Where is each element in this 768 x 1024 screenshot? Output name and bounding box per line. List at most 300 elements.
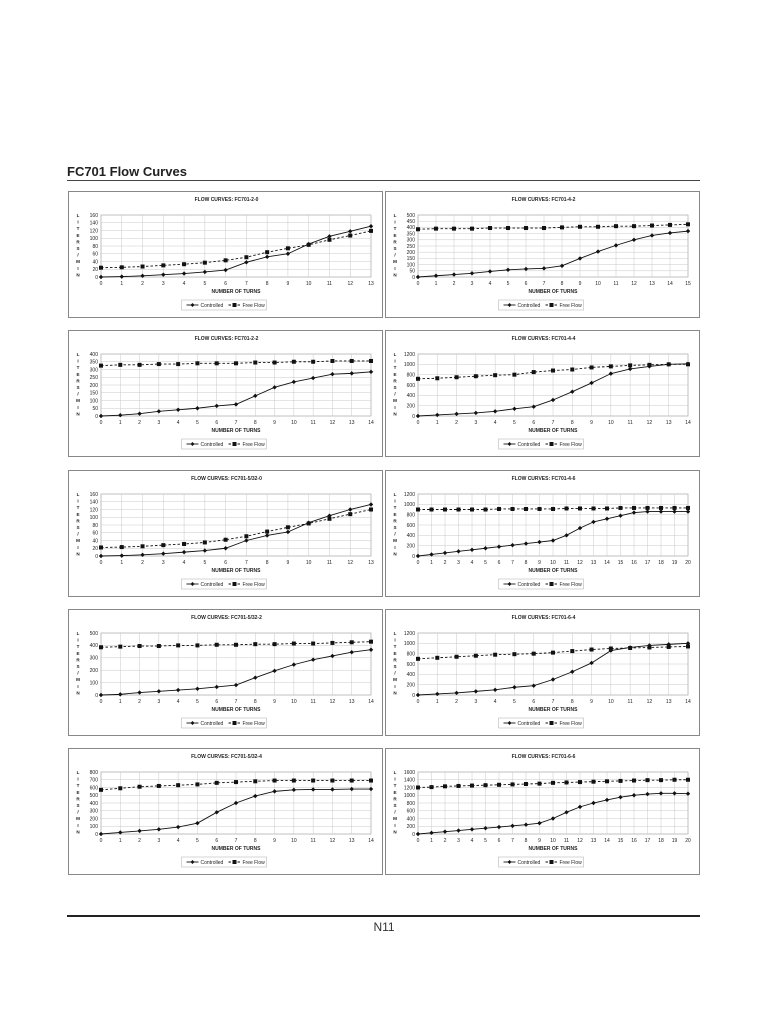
- x-tick-label: 0: [416, 420, 420, 426]
- y-tick-label: 600: [406, 661, 415, 668]
- x-tick-label: 7: [542, 281, 546, 287]
- y-tick-label: 300: [89, 367, 98, 374]
- y-axis-label-letter: N: [76, 551, 80, 557]
- data-point-free-flow: [157, 784, 161, 788]
- x-tick-label: 11: [310, 420, 316, 426]
- data-point-free-flow: [416, 786, 420, 790]
- y-axis-label-letter: L: [393, 213, 397, 218]
- data-point-free-flow: [141, 544, 145, 548]
- x-tick-label: 5: [513, 420, 516, 426]
- y-tick-label: 0: [95, 413, 98, 420]
- chart-title: FLOW CURVES: FC701-6-4: [511, 615, 576, 621]
- x-tick-label: 4: [493, 420, 497, 426]
- x-tick-label: 11: [326, 281, 333, 287]
- x-tick-label: 3: [161, 560, 165, 566]
- x-tick-label: 0: [416, 560, 420, 566]
- x-tick-label: 13: [665, 699, 672, 705]
- y-axis-label-letter: M: [76, 259, 80, 265]
- y-tick-label: 40: [92, 259, 98, 266]
- data-point-free-flow: [157, 644, 161, 648]
- x-tick-label: 11: [563, 560, 570, 566]
- data-point-free-flow: [369, 229, 373, 233]
- x-tick-label: 6: [224, 560, 228, 566]
- data-point-free-flow: [435, 656, 439, 660]
- data-point-free-flow: [157, 362, 161, 366]
- data-point-free-flow: [273, 361, 277, 365]
- x-tick-label: 1: [430, 838, 433, 844]
- legend-label-free-flow: Free Flow: [242, 441, 265, 448]
- data-point-free-flow: [524, 507, 528, 511]
- data-point-free-flow: [161, 543, 165, 547]
- y-axis-label-letter: /: [77, 531, 79, 537]
- x-tick-label: 8: [524, 838, 528, 844]
- x-tick-label: 12: [646, 699, 653, 705]
- data-point-free-flow: [138, 644, 142, 648]
- data-point-free-flow: [470, 227, 474, 231]
- data-point-free-flow: [590, 365, 594, 369]
- y-axis-label-letter: R: [393, 796, 397, 802]
- y-tick-label: 100: [89, 680, 98, 687]
- y-tick-label: 400: [89, 643, 98, 650]
- x-tick-label: 8: [265, 560, 269, 566]
- y-axis-label-letter: /: [77, 391, 79, 397]
- data-point-free-flow: [350, 779, 354, 783]
- y-tick-label: 400: [89, 800, 98, 807]
- data-point-free-flow: [686, 644, 690, 648]
- x-tick-label: 14: [368, 420, 374, 426]
- legend-label-controlled: Controlled: [200, 720, 224, 727]
- legend-marker-free-flow: [550, 442, 554, 446]
- x-tick-label: 2: [443, 560, 447, 566]
- x-tick-label: 4: [182, 281, 186, 287]
- x-tick-label: 11: [627, 699, 633, 705]
- y-tick-label: 1000: [403, 362, 415, 369]
- chart-svg: [69, 610, 384, 737]
- legend-label-controlled: Controlled: [200, 441, 224, 448]
- data-point-free-flow: [307, 521, 311, 525]
- x-tick-label: 15: [617, 838, 624, 844]
- y-tick-label: 50: [92, 406, 98, 413]
- x-tick-label: 4: [493, 699, 497, 705]
- legend-marker-free-flow: [233, 721, 237, 725]
- data-point-free-flow: [646, 778, 650, 782]
- data-point-free-flow: [286, 246, 290, 250]
- y-axis-label-letter: R: [393, 378, 397, 384]
- x-tick-label: 5: [203, 281, 207, 287]
- y-axis-label-letter: S: [76, 664, 80, 669]
- y-axis-label-letter: I: [77, 776, 79, 782]
- x-tick-label: 8: [265, 281, 269, 287]
- y-tick-label: 200: [89, 816, 98, 823]
- chart-svg: [386, 331, 701, 458]
- y-axis-label-letter: /: [77, 252, 79, 258]
- data-point-free-flow: [614, 224, 618, 228]
- y-axis-label-letter: E: [393, 371, 397, 377]
- data-point-free-flow: [118, 786, 122, 790]
- y-axis-label-letter: I: [77, 683, 79, 689]
- x-tick-label: 18: [658, 560, 664, 566]
- x-tick-label: 9: [538, 838, 541, 844]
- y-tick-label: 800: [406, 800, 415, 807]
- x-tick-label: 13: [590, 560, 597, 566]
- data-point-free-flow: [434, 227, 438, 231]
- y-axis-label-letter: E: [393, 789, 397, 795]
- x-tick-label: 10: [608, 420, 614, 426]
- x-tick-label: 13: [368, 281, 374, 287]
- y-axis-label-letter: T: [76, 644, 80, 650]
- y-axis-label-letter: T: [393, 505, 397, 511]
- y-axis-label-letter: S: [76, 246, 80, 251]
- y-tick-label: 100: [406, 262, 415, 269]
- y-axis-label-letter: /: [394, 391, 396, 397]
- x-tick-label: 16: [631, 560, 637, 566]
- data-point-free-flow: [609, 364, 613, 368]
- x-tick-label: 7: [551, 699, 555, 705]
- y-tick-label: 200: [406, 250, 415, 256]
- x-tick-label: 8: [253, 420, 257, 426]
- chart-title: FLOW CURVES: FC701-6-6: [511, 754, 576, 760]
- y-axis-label-letter: I: [77, 265, 79, 271]
- data-point-free-flow: [416, 508, 420, 512]
- data-point-free-flow: [99, 788, 103, 792]
- x-tick-label: 6: [215, 699, 219, 705]
- legend: [499, 579, 584, 589]
- data-point-free-flow: [118, 363, 122, 367]
- y-tick-label: 0: [412, 413, 415, 420]
- chart-svg: [386, 471, 701, 598]
- x-tick-label: 2: [141, 281, 144, 287]
- x-tick-label: 4: [176, 699, 180, 705]
- legend-label-free-flow: Free Flow: [559, 302, 582, 309]
- x-tick-label: 10: [550, 560, 556, 566]
- y-tick-label: 0: [412, 831, 415, 838]
- y-tick-label: 60: [92, 530, 98, 537]
- y-axis-label-letter: S: [76, 803, 80, 808]
- x-tick-label: 8: [253, 699, 257, 705]
- y-tick-label: 80: [92, 243, 98, 250]
- data-point-free-flow: [253, 779, 257, 783]
- y-axis-label-letter: /: [394, 531, 396, 537]
- y-tick-label: 800: [406, 512, 415, 519]
- x-axis-label: NUMBER OF TURNS: [528, 428, 578, 434]
- y-axis-label-letter: M: [393, 398, 397, 404]
- x-tick-label: 9: [578, 281, 582, 287]
- x-tick-label: 4: [176, 420, 180, 426]
- x-tick-label: 18: [658, 838, 664, 844]
- data-point-free-flow: [493, 373, 497, 377]
- data-point-free-flow: [234, 643, 238, 647]
- y-tick-label: 1600: [403, 769, 415, 776]
- legend-label-controlled: Controlled: [517, 720, 541, 727]
- y-axis-label-letter: S: [393, 525, 397, 530]
- x-tick-label: 10: [291, 420, 297, 426]
- y-tick-label: 200: [406, 824, 415, 831]
- y-tick-label: 800: [406, 372, 415, 379]
- x-tick-label: 14: [685, 699, 691, 705]
- x-axis-label: NUMBER OF TURNS: [211, 428, 261, 434]
- x-tick-label: 12: [347, 281, 354, 287]
- x-tick-label: 3: [474, 699, 478, 705]
- y-tick-label: 450: [406, 219, 415, 225]
- data-point-free-flow: [203, 261, 207, 265]
- data-point-free-flow: [348, 234, 352, 238]
- x-tick-label: 14: [667, 281, 673, 287]
- data-point-free-flow: [497, 507, 501, 511]
- x-tick-label: 2: [455, 420, 458, 426]
- x-tick-label: 3: [457, 838, 460, 844]
- y-tick-label: 200: [89, 382, 98, 389]
- x-tick-label: 9: [286, 560, 290, 566]
- chart-panel: [385, 748, 700, 875]
- y-axis-label-letter: N: [393, 272, 397, 278]
- x-tick-label: 10: [550, 838, 556, 844]
- x-tick-label: 3: [157, 699, 161, 705]
- x-tick-label: 5: [196, 420, 199, 426]
- data-point-free-flow: [224, 258, 228, 262]
- chart-title: FLOW CURVES: FC701-4-4: [511, 336, 576, 342]
- y-tick-label: 600: [406, 382, 415, 389]
- y-tick-label: 600: [406, 522, 415, 529]
- y-tick-label: 400: [406, 393, 415, 400]
- legend-label-controlled: Controlled: [200, 302, 224, 309]
- y-axis-label-letter: I: [394, 358, 396, 364]
- legend: [499, 718, 584, 728]
- y-tick-label: 120: [89, 228, 98, 235]
- x-tick-label: 11: [563, 838, 570, 844]
- legend-label-controlled: Controlled: [517, 859, 541, 866]
- x-tick-label: 12: [329, 699, 336, 705]
- y-axis-label-letter: S: [393, 803, 397, 808]
- x-tick-label: 0: [99, 420, 103, 426]
- chart-svg: [69, 192, 384, 319]
- y-axis-label-letter: T: [393, 644, 397, 650]
- x-tick-label: 6: [497, 838, 501, 844]
- y-axis-label-letter: L: [393, 770, 397, 775]
- data-point-free-flow: [497, 783, 501, 787]
- y-tick-label: 140: [89, 220, 98, 227]
- title-rule: [67, 180, 700, 181]
- data-point-free-flow: [99, 364, 103, 368]
- y-tick-label: 400: [406, 533, 415, 540]
- data-point-free-flow: [650, 224, 654, 228]
- y-axis-label-letter: I: [394, 498, 396, 504]
- y-tick-label: 1000: [403, 502, 415, 509]
- data-point-free-flow: [592, 506, 596, 510]
- chart-title: FLOW CURVES: FC701-2-2: [194, 336, 259, 342]
- y-axis-label-letter: /: [77, 670, 79, 676]
- data-point-free-flow: [224, 538, 228, 542]
- y-axis-label-letter: R: [393, 657, 397, 663]
- y-axis-label-letter: L: [393, 631, 397, 636]
- data-point-free-flow: [532, 652, 536, 656]
- x-axis-label: NUMBER OF TURNS: [528, 846, 578, 852]
- legend-label-free-flow: Free Flow: [559, 720, 582, 727]
- y-tick-label: 0: [412, 692, 415, 699]
- data-point-free-flow: [578, 780, 582, 784]
- data-point-free-flow: [578, 506, 582, 510]
- chart-panel: [385, 191, 700, 318]
- x-tick-label: 2: [138, 838, 141, 844]
- data-point-free-flow: [551, 781, 555, 785]
- y-axis-label-letter: E: [76, 650, 80, 656]
- data-point-free-flow: [265, 530, 269, 534]
- x-tick-label: 12: [631, 281, 637, 287]
- y-tick-label: 350: [406, 231, 415, 238]
- y-tick-label: 500: [89, 630, 98, 637]
- x-tick-label: 7: [234, 699, 238, 705]
- data-point-free-flow: [686, 362, 690, 366]
- y-axis-label-letter: S: [76, 385, 80, 390]
- x-tick-label: 9: [538, 560, 541, 566]
- legend: [182, 579, 267, 589]
- y-tick-label: 120: [89, 507, 98, 514]
- x-tick-label: 19: [671, 838, 678, 844]
- y-axis-label-letter: /: [394, 252, 396, 258]
- x-tick-label: 14: [604, 838, 610, 844]
- legend-label-free-flow: Free Flow: [559, 859, 582, 866]
- y-tick-label: 0: [95, 553, 98, 560]
- x-tick-label: 14: [685, 420, 691, 426]
- x-tick-label: 8: [560, 281, 564, 287]
- x-tick-label: 1: [118, 420, 122, 426]
- chart-title: FLOW CURVES: FC701-5/32-4: [191, 754, 262, 760]
- y-tick-label: 1200: [403, 491, 415, 498]
- y-axis-label-letter: R: [76, 518, 80, 524]
- y-axis-label-letter: M: [76, 816, 80, 822]
- x-tick-label: 3: [474, 420, 478, 426]
- legend-label-free-flow: Free Flow: [242, 581, 265, 588]
- chart-title: FLOW CURVES: FC701-2-0: [194, 197, 259, 203]
- data-point-free-flow: [118, 645, 122, 649]
- y-axis-label-letter: N: [393, 690, 397, 696]
- y-tick-label: 0: [412, 553, 415, 560]
- legend-label-controlled: Controlled: [517, 302, 541, 309]
- legend-label-free-flow: Free Flow: [559, 581, 582, 588]
- y-axis-label-letter: I: [394, 822, 396, 828]
- x-tick-label: 17: [644, 560, 651, 566]
- x-tick-label: 3: [457, 560, 460, 566]
- y-axis-label-letter: /: [394, 809, 396, 815]
- chart-title: FLOW CURVES: FC701-5/32-2: [191, 615, 262, 621]
- y-tick-label: 1200: [403, 351, 415, 358]
- x-tick-label: 4: [470, 560, 474, 566]
- data-point-free-flow: [195, 782, 199, 786]
- y-axis-label-letter: E: [393, 650, 397, 656]
- legend-marker-free-flow: [550, 860, 554, 864]
- y-axis-label-letter: I: [394, 776, 396, 782]
- data-point-free-flow: [99, 545, 103, 549]
- y-tick-label: 50: [409, 268, 415, 275]
- x-tick-label: 6: [224, 281, 228, 287]
- y-axis-label-letter: I: [77, 498, 79, 504]
- y-axis-label-letter: N: [393, 551, 397, 557]
- y-tick-label: 500: [406, 212, 415, 219]
- y-axis-label-letter: T: [76, 365, 80, 371]
- y-axis-label-letter: E: [393, 232, 397, 238]
- data-point-free-flow: [138, 785, 142, 789]
- data-point-free-flow: [307, 243, 311, 247]
- chart-svg: [69, 749, 384, 876]
- data-point-free-flow: [578, 225, 582, 229]
- legend-marker-free-flow: [233, 582, 237, 586]
- data-point-free-flow: [215, 781, 219, 785]
- data-point-free-flow: [484, 508, 488, 512]
- y-axis-label-letter: L: [393, 492, 397, 497]
- x-tick-label: 2: [452, 281, 456, 287]
- x-tick-label: 5: [513, 699, 516, 705]
- y-axis-label-letter: R: [393, 239, 397, 245]
- data-point-free-flow: [350, 640, 354, 644]
- y-tick-label: 1200: [403, 785, 415, 792]
- y-axis-label-letter: M: [393, 677, 397, 683]
- x-tick-label: 12: [577, 838, 583, 844]
- data-point-free-flow: [474, 374, 478, 378]
- data-point-free-flow: [176, 783, 180, 787]
- y-tick-label: 100: [89, 824, 98, 831]
- data-point-free-flow: [176, 362, 180, 366]
- x-tick-label: 10: [291, 699, 297, 705]
- legend: [182, 718, 267, 728]
- x-tick-label: 9: [273, 420, 276, 426]
- x-tick-label: 2: [141, 560, 144, 566]
- y-axis-label-letter: N: [76, 411, 80, 417]
- data-point-free-flow: [430, 508, 434, 512]
- x-tick-label: 14: [368, 699, 374, 705]
- data-point-free-flow: [628, 363, 632, 367]
- x-tick-label: 0: [416, 699, 420, 705]
- y-tick-label: 400: [406, 672, 415, 679]
- x-tick-label: 1: [434, 281, 438, 287]
- legend-marker-free-flow: [233, 442, 237, 446]
- data-point-free-flow: [311, 779, 315, 783]
- x-tick-label: 2: [455, 699, 458, 705]
- page-title: FC701 Flow Curves: [67, 164, 187, 179]
- x-axis-label: NUMBER OF TURNS: [211, 846, 261, 852]
- x-tick-label: 2: [138, 699, 141, 705]
- data-point-free-flow: [215, 643, 219, 647]
- x-tick-label: 6: [524, 281, 528, 287]
- x-axis-label: NUMBER OF TURNS: [528, 289, 578, 295]
- y-tick-label: 800: [89, 769, 98, 776]
- y-axis-label-letter: S: [76, 525, 80, 530]
- x-tick-label: 0: [99, 699, 103, 705]
- data-point-free-flow: [570, 649, 574, 653]
- y-tick-label: 500: [89, 793, 98, 800]
- data-point-free-flow: [512, 373, 516, 377]
- data-point-free-flow: [244, 534, 248, 538]
- data-point-free-flow: [590, 648, 594, 652]
- x-tick-label: 12: [577, 560, 583, 566]
- y-axis-label-letter: L: [76, 770, 80, 775]
- y-axis-label-letter: T: [393, 365, 397, 371]
- x-tick-label: 0: [99, 560, 103, 566]
- y-axis-label-letter: M: [393, 816, 397, 822]
- data-point-free-flow: [141, 265, 145, 269]
- y-axis-label-letter: T: [393, 226, 397, 232]
- y-axis-label-letter: T: [76, 783, 80, 789]
- data-point-free-flow: [686, 222, 690, 226]
- data-point-free-flow: [273, 779, 277, 783]
- data-point-free-flow: [542, 226, 546, 230]
- x-tick-label: 1: [435, 699, 439, 705]
- y-axis-label-letter: I: [77, 637, 79, 643]
- chart-title: FLOW CURVES: FC701-4-6: [511, 476, 576, 482]
- data-point-free-flow: [538, 507, 542, 511]
- y-axis-label-letter: E: [76, 789, 80, 795]
- data-point-free-flow: [253, 642, 257, 646]
- x-tick-label: 11: [310, 838, 316, 844]
- data-point-free-flow: [244, 255, 248, 259]
